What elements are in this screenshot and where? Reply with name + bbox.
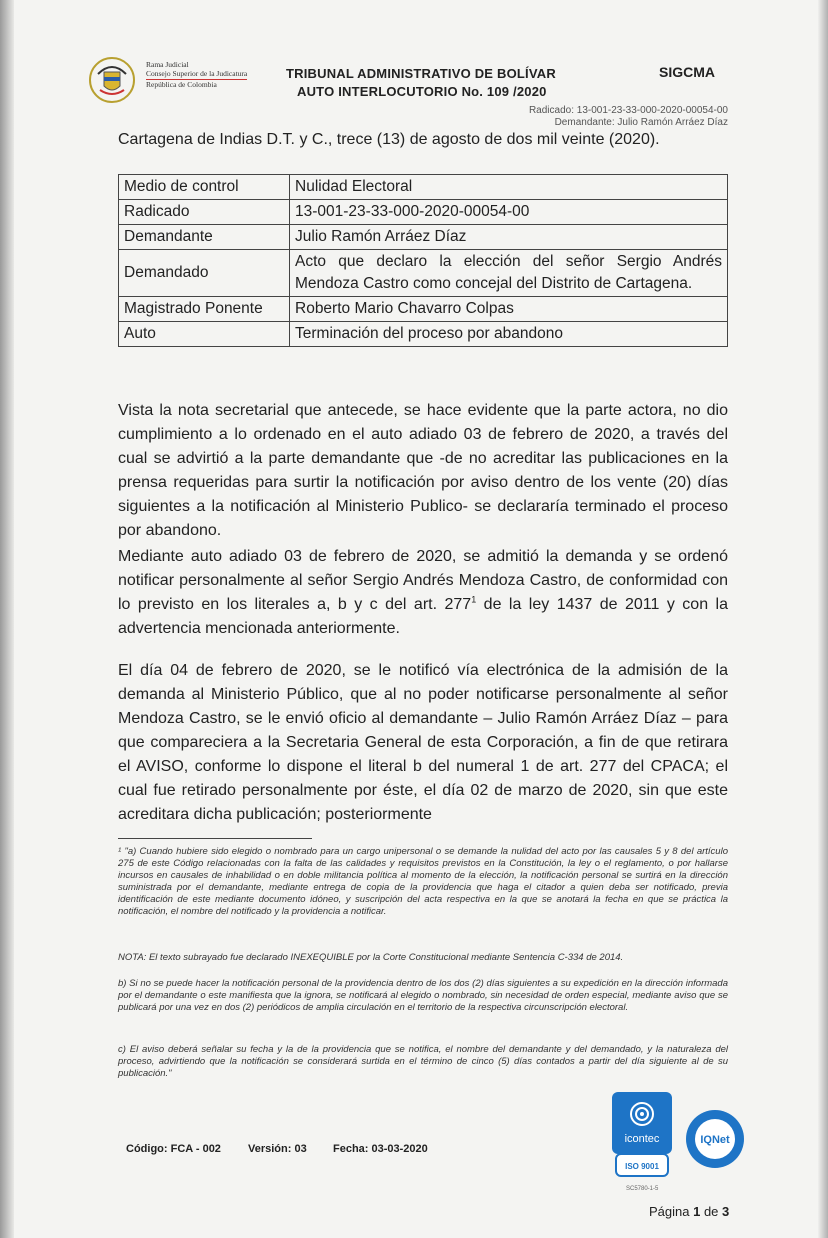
table-row: [119, 200, 728, 225]
table-row: [119, 250, 728, 297]
table-value: Acto que declaro la elección del señor Sergio Andrés Mendoza Castro como concejal del Distrito de Cartagena.: [290, 250, 728, 297]
table-row: [119, 225, 728, 250]
table-label: Medio de control: [119, 175, 290, 200]
page-right-shadow: [818, 0, 828, 1238]
iqnet-label: IQNet: [700, 1134, 730, 1146]
colombia-coat-of-arms-icon: [88, 56, 136, 104]
footer-date: Fecha: 03-03-2020: [333, 1143, 428, 1155]
page-prefix: Página: [649, 1204, 694, 1219]
table-value: Terminación del proceso por abandono: [290, 322, 728, 347]
table-value: Nulidad Electoral: [290, 175, 728, 200]
table-row: [119, 322, 728, 347]
system-label: SIGCMA: [659, 64, 715, 80]
radicado-text: Radicado: 13-001-23-33-000-2020-00054-00: [528, 105, 728, 116]
page-mid: de: [700, 1204, 723, 1219]
footnote-c: c) El aviso deberá señalar su fecha y la de la providencia que se notifica, el nombre del demandante y del demandado, y la naturaleza del proceso, advirtiendo que la notificación se considerará surtida en el término de cinco (5) días contados a partir del día siguiente al de su publicación.": [118, 1044, 728, 1079]
page-current: 1: [693, 1204, 701, 1219]
case-reference: [529, 105, 728, 129]
institution-name: [146, 60, 247, 89]
institution-line-1: Rama Judicial: [146, 60, 189, 69]
footnote-divider: [118, 838, 312, 839]
document-title: TRIBUNAL ADMINISTRATIVO DE BOLÍVAR: [286, 66, 556, 81]
table-value: Julio Ramón Arráez Díaz: [290, 225, 728, 250]
table-value: Roberto Mario Chavarro Colpas: [290, 297, 728, 322]
paragraph-text: de la ley 1437 de 2011 y con la advertencia mencionada anteriormente.: [118, 596, 728, 637]
table-label: Magistrado Ponente: [119, 297, 290, 322]
document-subtitle: AUTO INTERLOCUTORIO No. 109 /2020: [297, 84, 547, 99]
icontec-label: icontec: [624, 1133, 660, 1145]
institution-line-2: Consejo Superior de la Judicatura: [146, 69, 248, 78]
table-label: Radicado: [119, 200, 290, 225]
table-row: [119, 297, 728, 322]
case-info-table: [118, 174, 728, 347]
footnote-1: ¹ "a) Cuando hubiere sido elegido o nombrado para un cargo unipersonal o se demande la nulidad del acto por las causales 5 y 8 del artículo 275 de este Código relacionadas con la falta de las calidades y requisitos previstos en la Constitución, la ley o el reglamento, o por hallarse incursos en causales de inhabilidad o en doble militancia política al momento de la elección, la notificación personal se surtirá en la dirección suministrada por el demandante, mediante entrega de copia de la providencia que haga el citador a quien deba ser notificado, previa identificación de este mediante documento idóneo, y suscripción del acta respectiva en la que se anotará la fecha en que se práctica la notificación, el nombre del notificado y la providencia a notificar.: [118, 846, 728, 917]
icontec-certification-icon: [612, 1092, 672, 1182]
footer-version: Versión: 03: [248, 1143, 307, 1155]
body-paragraph-1: Vista la nota secretarial que antecede, se hace evidente que la parte actora, no dio cumplimiento a lo ordenado en el auto adiado 03 de febrero de 2020, a través del cual se advirtió a la parte demandante que -de no acreditar las publicaciones en la prensa requeridas para surtir la notificación por aviso dentro de los vente (20) días siguientes a la notificación al Ministerio Publico- se declararía terminado el proceso por abandono.: [118, 402, 728, 539]
table-label: Auto: [119, 322, 290, 347]
page-total: 3: [722, 1204, 730, 1219]
body-paragraph-2: [118, 545, 728, 641]
table-row: [119, 175, 728, 200]
page-left-shadow: [0, 0, 14, 1238]
institution-line-3: República de Colombia: [146, 80, 217, 89]
footer-code: Código: FCA - 002: [126, 1143, 221, 1155]
table-value: 13-001-23-33-000-2020-00054-00: [290, 200, 728, 225]
footnote-marker[interactable]: 1: [471, 594, 477, 605]
paragraph-text: Mediante auto adiado 03 de febrero de 2020, se admitió la demanda y se ordenó notificar personalmente al señor Sergio Andrés Mendoza Castro, de conformidad con lo previsto en los literales a, b y c del art. 277: [118, 548, 728, 613]
demandante-text: Demandante: Julio Ramón Arráez Díaz: [554, 117, 728, 128]
table-label: Demandante: [119, 225, 290, 250]
footnote-note: NOTA: El texto subrayado fue declarado INEXEQUIBLE por la Corte Constitucional mediante Sentencia C-334 de 2014.: [118, 952, 624, 963]
page-number: [649, 1204, 729, 1219]
iso-label: ISO 9001: [625, 1162, 659, 1171]
footnote-b: b) Si no se puede hacer la notificación personal de la providencia dentro de los dos (2) días siguientes a su expedición en la dirección informada por el demandante o este manifiesta que la ignora, se notificará al elegido o nombrado, sin necesidad de orden especial, mediante aviso que se publicará por una vez en dos (2) periódicos de amplia circulación en el territorio de la respectiva circunscripción electoral.: [118, 978, 728, 1013]
body-paragraph-3: El día 04 de febrero de 2020, se le notificó vía electrónica de la admisión de la demanda al Ministerio Público, que al no poder notificarse personalmente al señor Mendoza Castro, se le envió oficio al demandante – Julio Ramón Arráez Díaz – para que compareciera a la Secretaria General de esta Corporación, a fin de que retirara el AVISO, conforme lo dispone el literal b del numeral 1 de art. 277 del CPACA; el cual fue retirado personalmente por éste, el día 02 de marzo de 2020, sin que este acreditara dicha publicación; posteriormente: [118, 662, 728, 823]
table-label: Demandado: [119, 250, 290, 297]
iqnet-certification-icon: [684, 1108, 746, 1170]
date-line: Cartagena de Indias D.T. y C., trece (13) de agosto de dos mil veinte (2020).: [118, 131, 660, 148]
certificate-code: SC5780-1-5: [626, 1186, 659, 1192]
